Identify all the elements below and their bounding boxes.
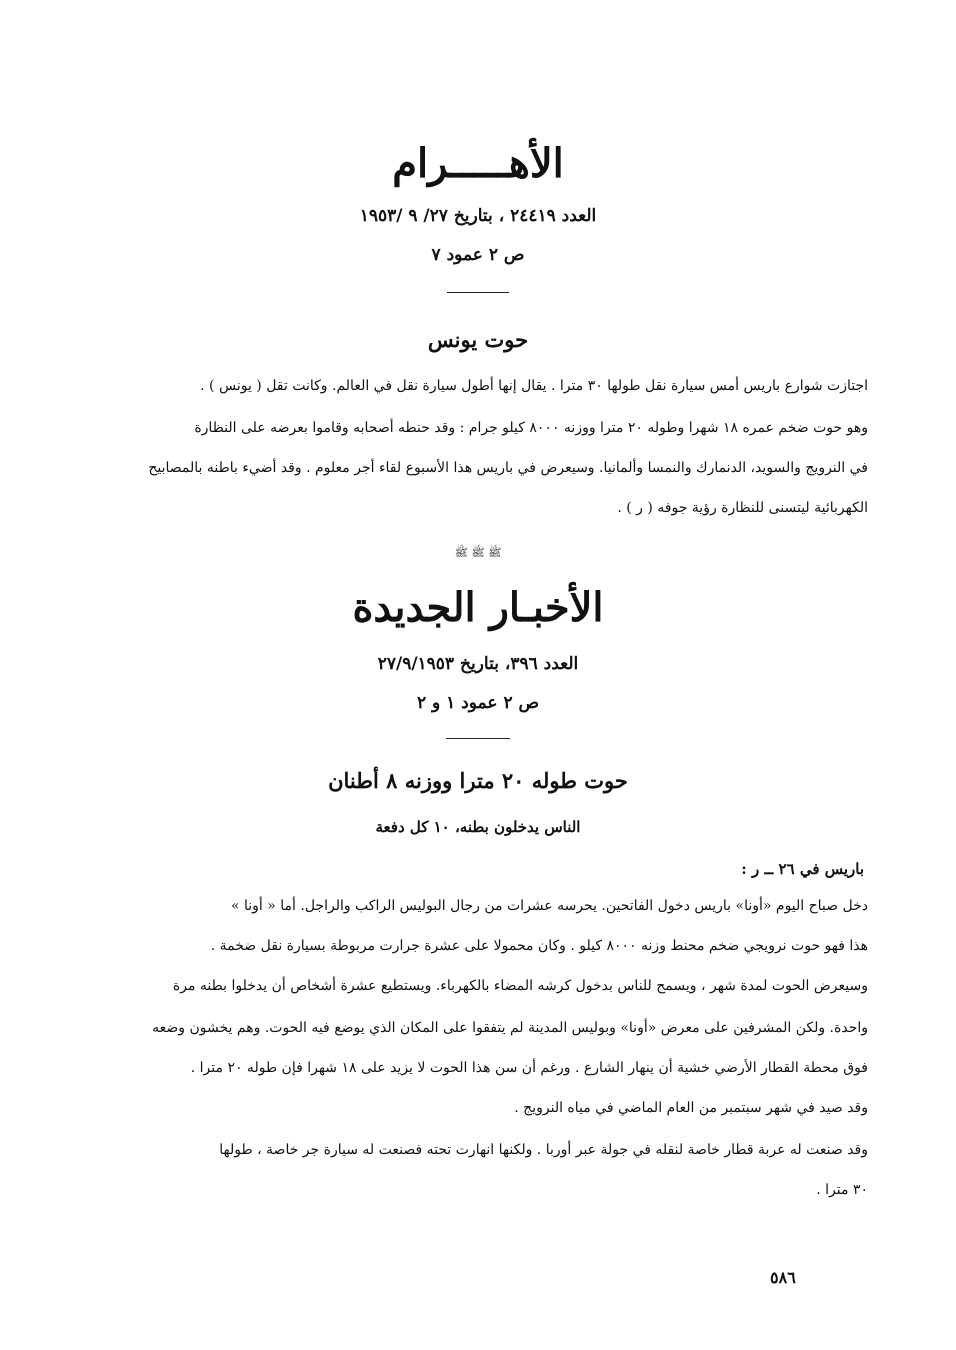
subheadline: الناس يدخلون بطنه، ١٠ كل دفعة [375,818,581,836]
divider-rule [446,738,510,739]
dateline: باريس في ٢٦ ــ ر : [741,860,864,878]
body-line: دخل صباح اليوم «أونا» باريس دخول الفاتحين. يحرسه عشرات من رجال البوليس الراكب والراجل. أما « أونا » [230,898,868,914]
body-line: وسيعرض الحوت لمدة شهر ، ويسمح للناس بدخول كرشه المضاء بالكهرباء. ويستطيع عشرة أشخاص أن يدخلوا بطنه مرة [172,978,868,994]
ornament-separator: ﷺ ﷺ ﷺ [454,546,502,559]
column-info-al-ahram: ص ٢ عمود ٧ [431,245,525,265]
issue-info-al-ahram: العدد ٢٤٤١٩ ، بتاريخ ٢٧/ ٩ /١٩٥٣ [359,206,597,226]
page-number: ٥٨٦ [770,1268,796,1287]
body-line: وقد صنعت له عربة قطار خاصة لنقله في جولة عبر أوربا . ولكنها انهارت تحته فصنعت له سيارة جر خاصة ، طولها [219,1142,868,1158]
body-line: في النرويج والسويد، الدنمارك والنمسا وألمانيا. وسيعرض في باريس هذا الأسبوع لقاء أجر معلوم . وقد أضيء باطنه بالمصابيح [148,460,868,476]
body-line: اجتازت شوارع باريس أمس سيارة نقل طولها ٣٠ مترا . يقال إنها أطول سيارة نقل في العالم. وكانت تقل ( يونس ) . [200,378,868,394]
body-line: واحدة. ولكن المشرفين على معرض «أونا» وبوليس المدينة لم يتفقوا على المكان الذي يوضع فيه الحوت. وهم يخشون وضعه [152,1020,868,1036]
body-line: الكهربائية ليتسنى للنظارة رؤية جوفه ( ر ) . [617,500,868,516]
body-line: وقد صيد في شهر سبتمبر من العام الماضي في مياه النرويج . [514,1100,868,1116]
issue-info-al-akhbar: العدد ٣٩٦، بتاريخ ٢٧/٩/١٩٥٣ [377,654,579,674]
body-line: ٣٠ مترا . [816,1182,868,1198]
column-info-al-akhbar: ص ٢ عمود ١ و ٢ [416,693,540,713]
headline-whale-20m: حوت طوله ٢٠ مترا ووزنه ٨ أطنان [328,768,628,793]
body-line: وهو حوت ضخم عمره ١٨ شهرا وطوله ٢٠ مترا ووزنه ٨٠٠٠ كيلو جرام : وقد حنطه أصحابه وقاموا بعرضه على النظارة [194,420,868,436]
masthead-al-akhbar-al-jadida: الأخبـار الجديدة [352,584,604,631]
headline-whale-yunus: حوت يونس [427,327,529,352]
masthead-al-ahram: الأهـــــرام [392,140,564,187]
divider-rule [447,292,509,293]
body-line: فوق محطة القطار الأرضي خشية أن ينهار الشارع . ورغم أن سن هذا الحوت لا يزيد على ١٨ شهرا فإن طوله ٢٠ مترا . [190,1060,868,1076]
body-line: هذا فهو حوت نرويجي ضخم محنط وزنه ٨٠٠٠ كيلو . وكان محمولا على عشرة جرارت مربوطة بسيارة نقل ضخمة . [210,938,868,954]
